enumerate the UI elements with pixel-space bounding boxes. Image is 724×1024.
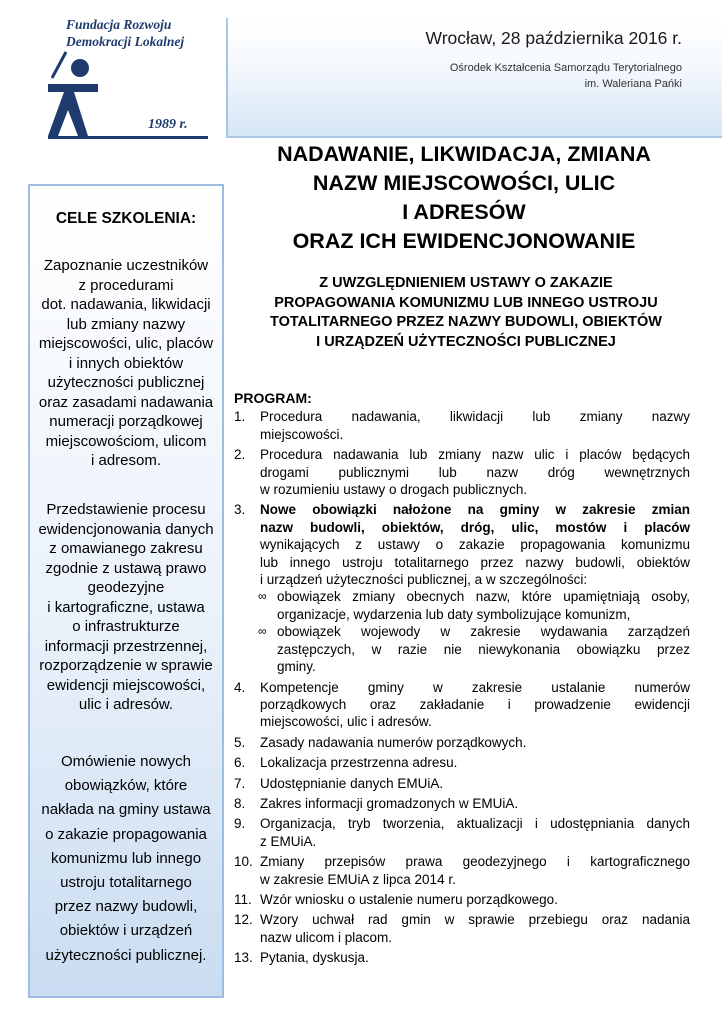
- program-item: [234, 795, 690, 812]
- program-subitem-line: gminy.: [277, 659, 316, 675]
- sidebar-text-line: z omawianego zakresu: [49, 540, 203, 557]
- sidebar-paragraph-2: [30, 500, 222, 715]
- program-item: [234, 853, 690, 888]
- sidebar-text-line: miejscowościom, ulicom: [45, 432, 207, 450]
- sidebar-text-line: przez nazwy budowli,: [54, 898, 198, 916]
- page-title: [232, 140, 696, 256]
- title-line: ORAZ ICH EWIDENCJONOWANIE: [292, 229, 636, 253]
- program-list: [234, 408, 690, 969]
- program-subitem-line: obowiązek zmiany obecnych nazw, które upamiętniają osoby,: [277, 589, 690, 605]
- sidebar-text-line: Omówienie nowych: [60, 753, 192, 770]
- sidebar-text-line: rozporządzenie w sprawie: [39, 657, 213, 674]
- sidebar-text-line: z procedurami: [78, 276, 174, 294]
- sidebar-text-line: informacji przestrzennej,: [44, 637, 208, 655]
- sidebar-text-line: ewidencji miejscowości,: [46, 676, 206, 694]
- infinity-bullet-icon: ∞: [258, 624, 267, 639]
- training-goals-sidebar: [28, 184, 224, 998]
- program-item-number: 9.: [234, 816, 246, 832]
- title-line: I ADRESÓW: [402, 200, 526, 224]
- program-item: [234, 911, 690, 946]
- program-item-line: porządkowych oraz zakładanie i prowadzenie ewidencji: [260, 696, 690, 712]
- program-item: [234, 501, 690, 588]
- program-item-number: 6.: [234, 755, 246, 771]
- sidebar-text-line: o zakazie propagowania: [45, 825, 207, 843]
- sidebar-paragraph-1: [30, 256, 222, 471]
- header-date: Wrocław, 28 października 2016 r.: [425, 28, 682, 48]
- program-item: [234, 949, 690, 966]
- program-item-line: nazw budowli, obiektów, dróg, ulic, mostów i placów: [260, 519, 690, 535]
- sidebar-text-line: i adresom.: [90, 452, 162, 469]
- program-item-number: 1.: [234, 409, 246, 425]
- item-gap: [234, 967, 690, 970]
- sidebar-paragraph-3: [30, 750, 222, 968]
- program-item-line: Zakres informacji gromadzonych w EMUiA.: [260, 795, 519, 811]
- program-item: [234, 408, 690, 443]
- program-item-number: 3.: [234, 502, 246, 518]
- program-item-line: Lokalizacja przestrzenna adresu.: [260, 755, 458, 771]
- program-item-text: [260, 795, 690, 812]
- program-item-number: 12.: [234, 912, 253, 928]
- program-item-line: wynikających z ustawy o zakazie propagowania komunizmu: [260, 537, 690, 553]
- sidebar-text-line: komunizmu lub innego: [50, 849, 202, 867]
- header-org-name: Ośrodek Kształcenia Samorządu Terytorialnego: [449, 62, 682, 74]
- infinity-bullet-icon: ∞: [258, 589, 267, 604]
- sidebar-text-line: i kartograficzne, ustawa: [47, 598, 205, 616]
- sidebar-text-line: ustroju totalitarnego: [60, 874, 192, 892]
- program-item-line: Organizacja, tryb tworzenia, aktualizacji i udostępniania danych: [260, 816, 690, 832]
- program-item-text: [260, 853, 690, 888]
- program-item-line: Wzór wniosku o ustalenie numeru porządkowego.: [260, 891, 558, 907]
- program-subitem-text: [277, 588, 690, 623]
- program-item-line: Procedura nadawania lub zmiany nazw ulic i placów będących: [260, 447, 690, 463]
- sidebar-text-line: nakłada na gminy ustawa: [41, 801, 211, 819]
- program-item-text: [260, 815, 690, 850]
- program-section: [234, 390, 690, 970]
- logo-name-line1: Fundacja Rozwoju: [66, 17, 172, 32]
- sidebar-text-line: użyteczności publicznej.: [45, 946, 207, 964]
- program-item-line: Procedura nadawania, likwidacji lub zmiany nazwy: [260, 409, 690, 425]
- program-item-line: Kompetencje gminy w zakresie ustalanie numerów: [260, 679, 690, 695]
- sidebar-text-line: dot. nadawania, likwidacji: [41, 296, 211, 313]
- program-item-line: nazw ulicom i placom.: [260, 929, 393, 945]
- program-item-line: Zasady nadawania numerów porządkowych.: [260, 734, 527, 750]
- program-item-line: w rozumieniu ustawy o drogach publicznych.: [260, 482, 528, 498]
- program-item-line: Nowe obowiązki nałożone na gminy w zakresie zmian: [260, 502, 690, 518]
- header-org-patron: im. Waleriana Pańki: [584, 78, 682, 90]
- program-item-text: [260, 734, 690, 751]
- sidebar-text-line: użyteczności publicznej: [47, 374, 205, 391]
- sidebar-text-line: obiektów i urządzeń: [59, 922, 193, 940]
- sidebar-text-line: lub zmiany nazwy: [66, 315, 186, 333]
- program-item-line: z EMUiA.: [260, 833, 317, 849]
- program-item: [234, 679, 690, 731]
- program-subitem-text: [277, 623, 690, 675]
- program-item-line: Wzory uchwał rad gmin w sprawie przebiegu oraz nadania: [260, 912, 690, 928]
- sidebar-text-line: miejscowości, ulic, placów: [38, 335, 214, 352]
- sidebar-text-line: o infrastrukturze: [72, 618, 180, 635]
- program-item-number: 13.: [234, 950, 253, 966]
- logo-underline: [48, 136, 208, 139]
- foundation-logo: [44, 14, 214, 144]
- program-item-number: 8.: [234, 795, 246, 811]
- logo-name-line2: Demokracji Lokalnej: [66, 34, 185, 49]
- program-item-line: drogami publicznymi lub nazw dróg wewnętrznych: [260, 464, 690, 480]
- person-figure-icon: [44, 44, 114, 144]
- program-item-text: [260, 911, 690, 946]
- program-item: [234, 775, 690, 792]
- title-line: NAZW MIEJSCOWOŚCI, ULIC: [312, 171, 616, 195]
- program-item-line: miejscowości.: [260, 426, 344, 442]
- subtitle-line: Z UWZGLĘDNIENIEM USTAWY O ZAKAZIE: [319, 275, 613, 291]
- sidebar-text-line: zgodnie z ustawą prawo: [45, 559, 207, 577]
- sidebar-text-line: ewidencjonowania danych: [38, 520, 214, 538]
- title-line: NADAWANIE, LIKWIDACJA, ZMIANA: [277, 142, 651, 166]
- program-item-text: [260, 775, 690, 792]
- logo-year: 1989 r.: [148, 117, 188, 132]
- program-item-number: 4.: [234, 679, 246, 695]
- sidebar-text-line: Przedstawienie procesu: [46, 501, 206, 518]
- program-item-line: Pytania, dyskusja.: [260, 950, 369, 966]
- program-item-text: [260, 446, 690, 498]
- program-item-number: 11.: [234, 891, 252, 907]
- program-item-number: 7.: [234, 775, 246, 791]
- header-box: [226, 18, 722, 138]
- program-item-number: 2.: [234, 447, 246, 463]
- program-subitem-line: zastępczych, w razie nie niewykonania obowiązku przez: [277, 641, 690, 657]
- sidebar-title: CELE SZKOLENIA:: [55, 210, 197, 227]
- subtitle-line: PROPAGOWANIA KOMUNIZMU LUB INNEGO USTROJU: [274, 294, 658, 311]
- program-item-text: [260, 754, 690, 771]
- program-item-line: lub innego ustroju totalitarnego przez nazwy budowli, obiektów: [260, 554, 690, 570]
- program-item: [234, 891, 690, 908]
- subtitle-line: I URZĄDZEŃ UŻYTECZNOŚCI PUBLICZNEJ: [316, 333, 616, 350]
- sidebar-text-line: oraz zasadami nadawania: [38, 393, 214, 411]
- program-item: [234, 446, 690, 498]
- program-item-number: 10.: [234, 854, 253, 870]
- program-item-text: [260, 891, 690, 908]
- sidebar-text-line: obowiązków, które: [64, 777, 188, 795]
- program-item-line: Zmiany przepisów prawa geodezyjnego i kartograficznego: [260, 854, 690, 870]
- program-subitem: [258, 623, 690, 675]
- program-item: [234, 734, 690, 751]
- program-subitem-line: obowiązek wojewody w zakresie wydawania zarządzeń: [277, 624, 690, 640]
- program-heading: PROGRAM:: [234, 390, 312, 406]
- program-item-text: [260, 949, 690, 966]
- program-item-number: 5.: [234, 734, 246, 750]
- page-subtitle: [228, 274, 704, 352]
- program-item-text: [260, 679, 690, 731]
- sidebar-text-line: numeracji porządkowej: [49, 413, 203, 430]
- program-subitem-line: organizacje, wydarzenia lub daty symbolizujące komunizm,: [277, 606, 631, 622]
- program-item-text: [260, 501, 690, 588]
- program-item: [234, 754, 690, 771]
- program-item-line: w zakresie EMUiA z lipca 2014 r.: [260, 871, 456, 887]
- program-subitem: [258, 588, 690, 623]
- sidebar-text-line: Zapoznanie uczestników: [43, 257, 209, 274]
- program-item-line: i urządzeń użyteczności publicznej, a w szczególności:: [260, 572, 588, 588]
- program-item-text: [260, 408, 690, 443]
- program-item-line: Udostępnianie danych EMUiA.: [260, 775, 444, 791]
- subtitle-line: TOTALITARNEGO PRZEZ NAZWY BUDOWLI, OBIEKTÓW: [269, 314, 662, 330]
- program-item-line: miejscowości, ulic i adresów.: [260, 714, 432, 730]
- sidebar-text-line: geodezyjne: [87, 579, 165, 596]
- sidebar-text-line: i innych obiektów: [68, 354, 184, 372]
- sidebar-text-line: ulic i adresów.: [78, 696, 174, 713]
- program-item: [234, 815, 690, 850]
